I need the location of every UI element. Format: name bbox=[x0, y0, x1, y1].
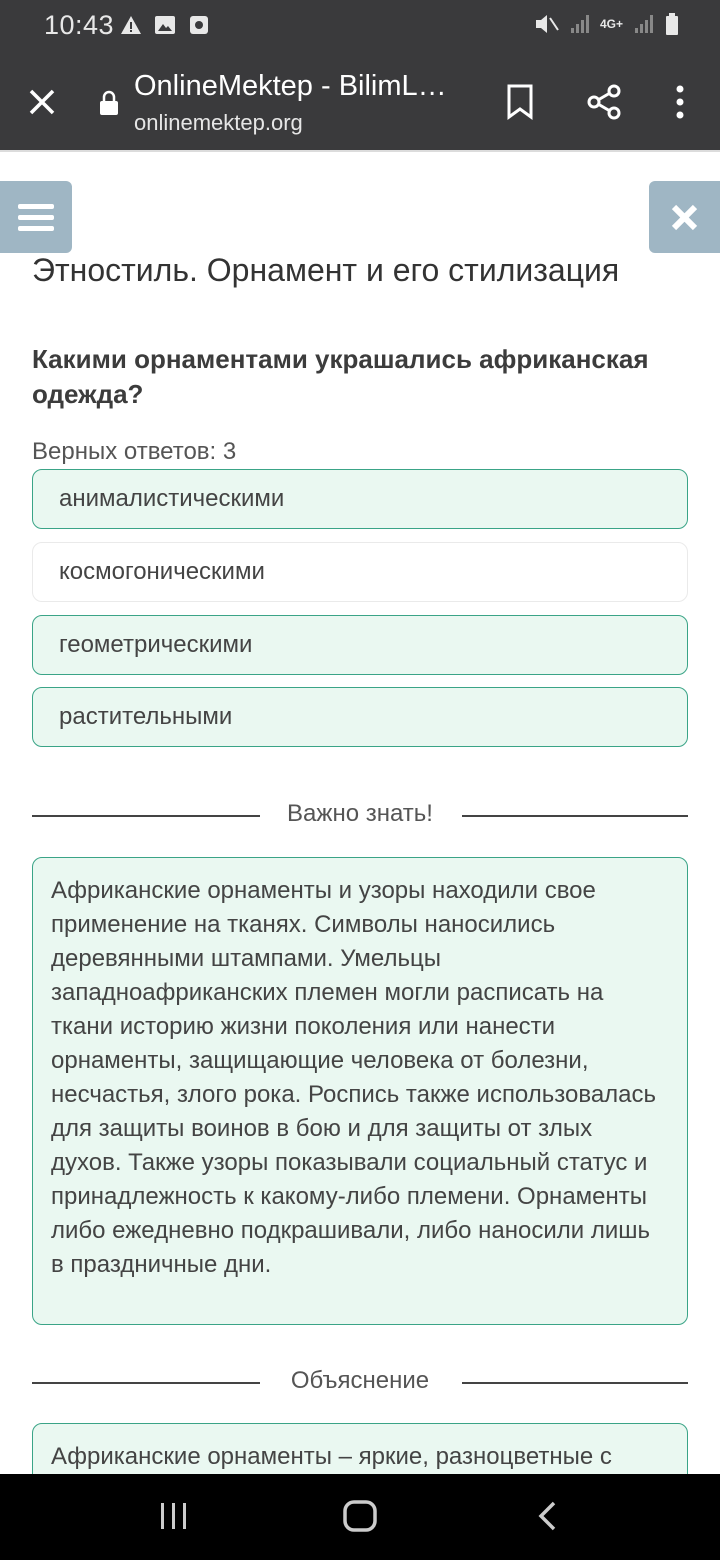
menu-button[interactable] bbox=[0, 181, 72, 253]
explanation-heading: Объяснение bbox=[290, 1367, 430, 1394]
image-icon bbox=[154, 14, 176, 36]
page-title: Этностиль. Орнамент и его стилизация bbox=[32, 252, 620, 288]
warning-icon bbox=[120, 14, 142, 36]
bookmark-icon[interactable] bbox=[506, 84, 534, 120]
page-tab-title: OnlineMektep - BilimL… bbox=[134, 70, 447, 102]
important-heading: Важно знать! bbox=[287, 800, 433, 827]
more-icon[interactable] bbox=[668, 84, 692, 120]
share-icon[interactable] bbox=[586, 84, 622, 120]
question-text: Какими орнаментами украшались африканская одежда? bbox=[32, 344, 649, 409]
close-icon[interactable] bbox=[26, 86, 58, 118]
explanation-box: Африканские орнаменты – яркие, разноцветные с bbox=[32, 1423, 688, 1503]
status-right-icons bbox=[534, 12, 680, 36]
explanation-separator bbox=[32, 1363, 688, 1403]
answer-option[interactable]: растительными bbox=[32, 687, 688, 747]
answer-option[interactable]: анималистическими bbox=[32, 469, 688, 529]
status-time: 10:43 bbox=[44, 10, 115, 40]
status-bar bbox=[0, 0, 720, 52]
close-icon bbox=[649, 181, 720, 253]
network-4g-icon: 4G+ bbox=[600, 17, 624, 31]
signal-icon bbox=[570, 13, 590, 35]
important-separator bbox=[32, 796, 688, 836]
close-panel-button[interactable] bbox=[649, 181, 720, 253]
mute-icon bbox=[534, 12, 560, 36]
browser-toolbar bbox=[0, 52, 720, 150]
recorder-icon bbox=[188, 14, 210, 36]
battery-icon bbox=[664, 12, 680, 36]
lock-icon bbox=[98, 90, 120, 116]
answer-option[interactable]: космогоническими bbox=[32, 542, 688, 602]
divider-line bbox=[462, 815, 688, 817]
home-icon[interactable] bbox=[342, 1500, 378, 1532]
important-info-box: Африканские орнаменты и узоры находили свое применение на тканях. Символы наносились деревянными штампами. Умельцы западноафриканских племен могли расписать на ткани историю жизни поколения или нанести орнаменты, защищающие человека от болезни, несчастья, злого рока. Роспись также использовалась для защиты воинов в бою и для защиты от злых духов. Также узоры показывали социальный статус и принадлежность к какому-либо племени. Орнаменты либо ежедневно подкрашивали, либо наносили лишь в праздничные дни. bbox=[32, 857, 688, 1325]
answers-count: Верных ответов: 3 bbox=[32, 438, 237, 465]
back-icon[interactable] bbox=[536, 1500, 560, 1532]
divider-line bbox=[462, 1382, 688, 1384]
system-nav-bar bbox=[0, 1474, 720, 1560]
status-left-icons bbox=[120, 14, 210, 36]
answer-option[interactable]: геометрическими bbox=[32, 615, 688, 675]
toolbar-divider bbox=[0, 150, 720, 152]
url-text[interactable]: onlinemektep.org bbox=[134, 110, 303, 135]
recent-apps-icon[interactable] bbox=[158, 1500, 190, 1532]
signal-icon bbox=[634, 13, 654, 35]
